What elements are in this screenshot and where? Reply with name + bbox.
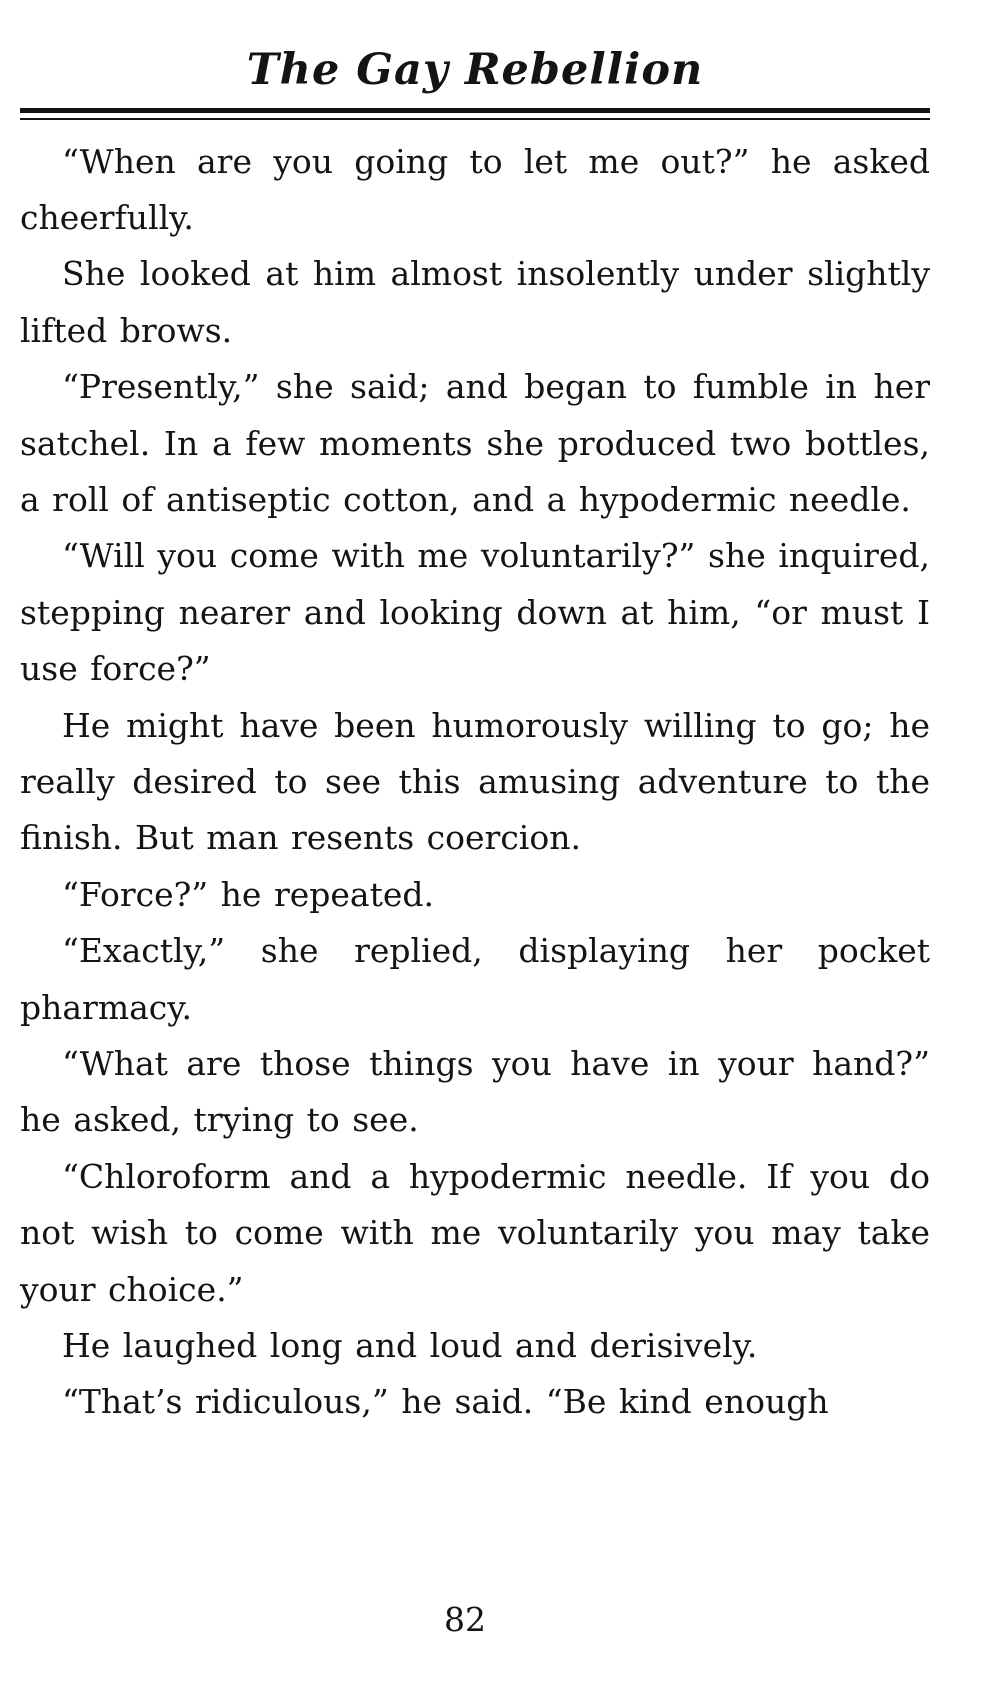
paragraph: “When are you going to let me out?” he asked cheerfully. — [20, 141, 930, 237]
paragraph: She looked at him almost insolently under slightly lifted brows. — [20, 254, 930, 350]
page-number: 82 — [444, 1600, 486, 1639]
header-rule-thin — [20, 118, 930, 120]
paragraph: He laughed long and loud and derisively. — [62, 1326, 758, 1366]
paragraph: “What are those things you have in your hand?” he asked, trying to see. — [20, 1044, 930, 1140]
running-head: The Gay Rebellion — [246, 45, 704, 95]
header-rule-thick — [20, 108, 930, 113]
paragraph: “Will you come with me voluntarily?” she inquired, stepping nearer and looking down at him, “or must I use force?” — [20, 536, 930, 689]
body-text — [20, 134, 930, 1431]
paragraph: “Chloroform and a hypodermic needle. If you do not wish to come with me voluntarily you may take your choice.” — [20, 1156, 930, 1309]
paragraph: “Presently,” she said; and began to fumble in her satchel. In a few moments she produced two bottles, a roll of antiseptic cotton, and a hypodermic needle. — [20, 367, 930, 519]
paragraph: He might have been humorously willing to go; he really desired to see this amusing adventure to the finish. But man resents coercion. — [20, 705, 930, 858]
paragraph: “Exactly,” she replied, displaying her pocket pharmacy. — [20, 931, 930, 1027]
paragraph: “That’s ridiculous,” he said. “Be kind enough — [62, 1382, 829, 1422]
paragraph: “Force?” he repeated. — [62, 874, 434, 914]
